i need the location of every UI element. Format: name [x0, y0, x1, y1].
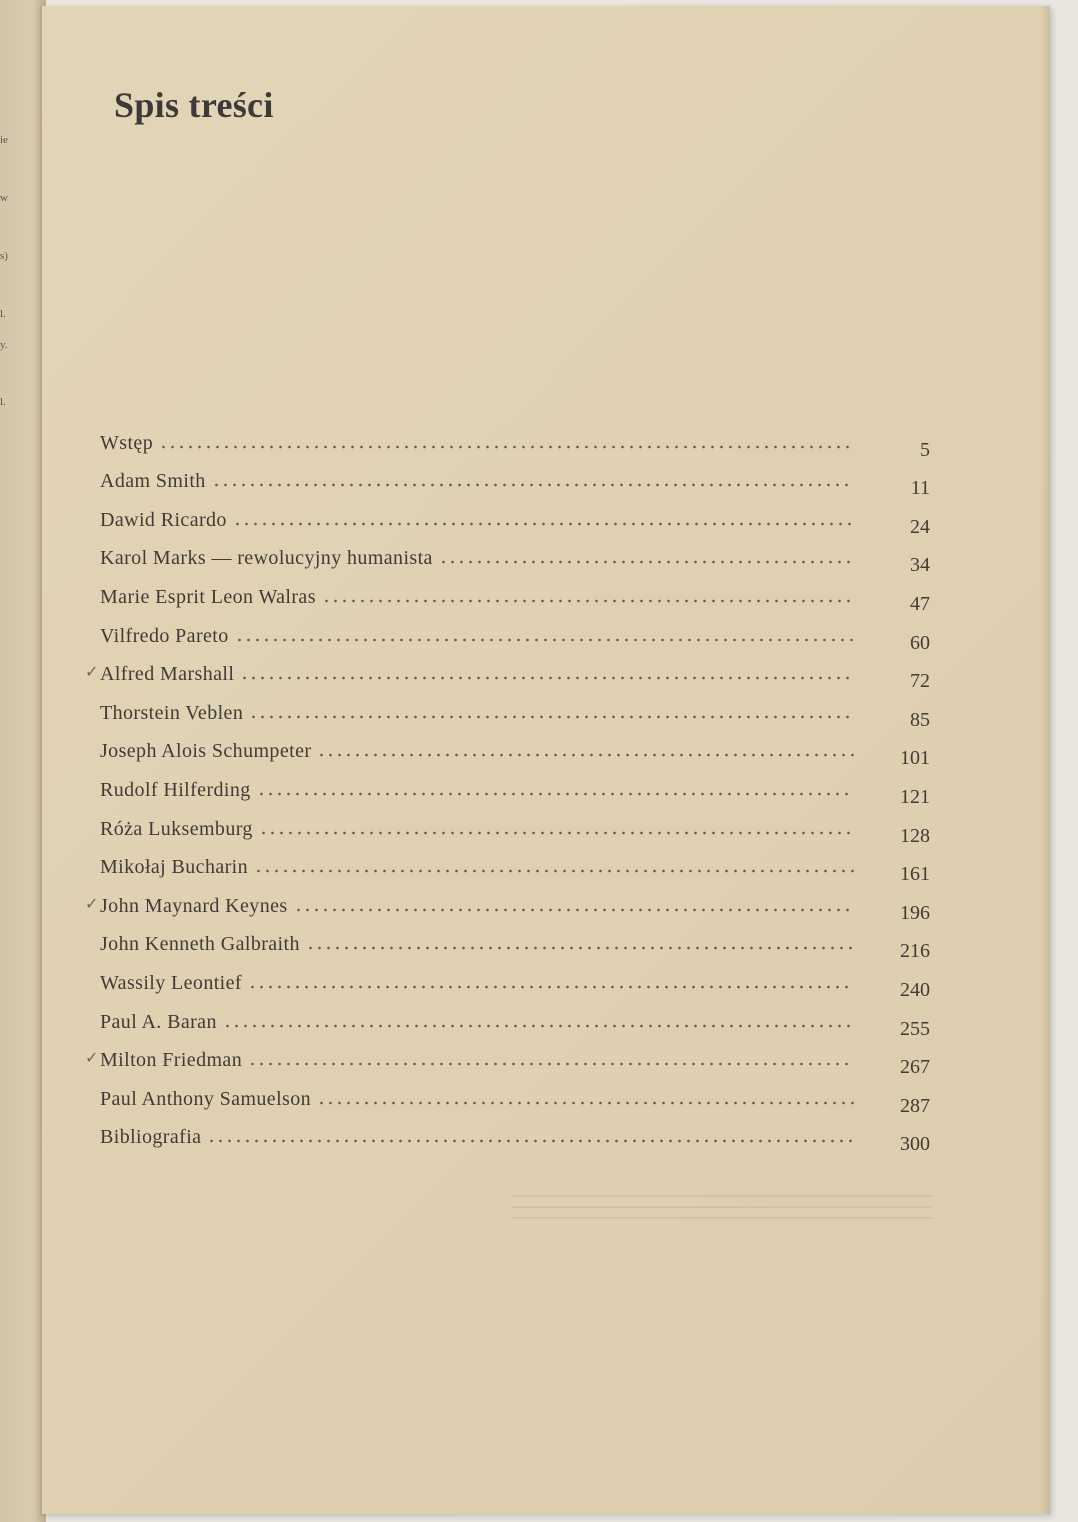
toc-entry-title: Paul A. Baran: [100, 1010, 217, 1033]
dot-leader: [317, 753, 854, 757]
toc-entry: [100, 802, 930, 847]
toc-entry: [100, 763, 930, 808]
toc-entry-page-number: 128: [900, 824, 930, 847]
toc-entry-page-number: 287: [900, 1094, 930, 1117]
toc-entry-title: Wassily Leontief: [100, 971, 242, 994]
toc-entry-title: John Maynard Keynes: [100, 894, 288, 917]
toc-entry: [100, 493, 930, 538]
checkmark-icon: ✓: [85, 1048, 99, 1068]
book-page: [40, 6, 1050, 1514]
dot-leader: [248, 1062, 854, 1066]
toc-entry-title: Dawid Ricardo: [100, 508, 227, 531]
toc-entry: [100, 532, 930, 577]
toc-entry: [100, 1111, 930, 1156]
toc-entry-page-number: 34: [910, 554, 930, 577]
toc-entry-title: John Kenneth Galbraith: [100, 933, 300, 956]
prev-fragment: l.: [0, 308, 6, 320]
toc-entry-title: Bibliografia: [100, 1126, 202, 1149]
toc-entry-title: Adam Smith: [100, 470, 206, 493]
toc-entry-page-number: 72: [910, 670, 930, 693]
dot-leader: [322, 599, 854, 603]
toc-entry: [85, 879, 930, 924]
dot-leader: [240, 676, 854, 680]
toc-entry-page-number: 161: [900, 863, 930, 886]
checkmark-icon: ✓: [85, 662, 99, 682]
toc-entry-title: Mikołaj Bucharin: [100, 856, 249, 879]
toc-entry-title: Thorstein Veblen: [100, 701, 244, 724]
toc-entry-title: Alfred Marshall: [100, 663, 235, 686]
prev-fragment: y.: [0, 339, 8, 351]
prev-fragment: s): [0, 250, 8, 262]
toc-entry: [100, 841, 930, 886]
toc-entry-title: Joseph Alois Schumpeter: [100, 740, 312, 763]
toc-entry: [85, 1034, 930, 1079]
toc-entry-page-number: 101: [900, 747, 930, 770]
toc-entry-page-number: 11: [910, 477, 930, 500]
table-of-contents: [85, 416, 930, 1156]
dot-leader: [294, 908, 854, 912]
toc-entry-page-number: 60: [910, 631, 930, 654]
checkmark-icon: ✓: [85, 893, 99, 913]
prev-fragment: w: [0, 192, 8, 204]
page-edge-shadow: [1040, 6, 1050, 1514]
toc-entry-page-number: 85: [910, 708, 930, 731]
prev-fragment: ie: [0, 134, 8, 146]
toc-entry-title: Paul Anthony Samuelson: [100, 1087, 312, 1110]
dot-leader: [233, 522, 854, 526]
toc-entry-page-number: 121: [900, 785, 930, 808]
toc-entry-title: Rudolf Hilferding: [100, 778, 251, 801]
dot-leader: [317, 1101, 854, 1105]
prev-fragment: l.: [0, 396, 6, 408]
dot-leader: [207, 1139, 854, 1143]
toc-entry-title: Milton Friedman: [100, 1049, 243, 1072]
dot-leader: [248, 985, 854, 989]
toc-entry-page-number: 47: [910, 592, 930, 615]
dot-leader: [254, 869, 854, 873]
toc-entry: [85, 648, 930, 693]
dot-leader: [259, 831, 854, 835]
toc-entry-page-number: 24: [910, 515, 930, 538]
toc-entry: [100, 995, 930, 1040]
toc-entry: [100, 725, 930, 770]
dot-leader: [159, 445, 854, 449]
toc-entry-title: Vilfredo Pareto: [100, 624, 229, 647]
toc-entry: [100, 416, 930, 461]
toc-entry: [100, 1072, 930, 1117]
dot-leader: [306, 946, 854, 950]
toc-entry-page-number: 5: [920, 438, 930, 461]
toc-entry-title: Róża Luksemburg: [100, 817, 253, 840]
toc-entry: [100, 918, 930, 963]
toc-entry-page-number: 300: [900, 1133, 930, 1156]
dot-leader: [212, 483, 854, 487]
toc-entry-page-number: 196: [900, 901, 930, 924]
toc-entry: [100, 686, 930, 731]
toc-entry-page-number: 216: [900, 940, 930, 963]
toc-entry-title: Wstęp: [100, 431, 154, 454]
dot-leader: [439, 560, 854, 564]
toc-entry-page-number: 255: [900, 1017, 930, 1040]
toc-entry-page-number: 267: [900, 1056, 930, 1079]
dot-leader: [235, 638, 854, 642]
toc-entry-title: Marie Esprit Leon Walras: [100, 585, 316, 608]
dot-leader: [257, 792, 854, 796]
toc-entry: [100, 609, 930, 654]
toc-entry: [100, 956, 930, 1001]
toc-entry-page-number: 240: [900, 978, 930, 1001]
toc-entry: [100, 455, 930, 500]
show-through-text: [512, 1186, 932, 1236]
toc-entry: [100, 570, 930, 615]
toc-entry-title: Karol Marks — rewolucyjny humanista: [100, 547, 433, 570]
dot-leader: [249, 715, 854, 719]
page-title: Spis treści: [114, 85, 274, 125]
dot-leader: [223, 1024, 854, 1028]
